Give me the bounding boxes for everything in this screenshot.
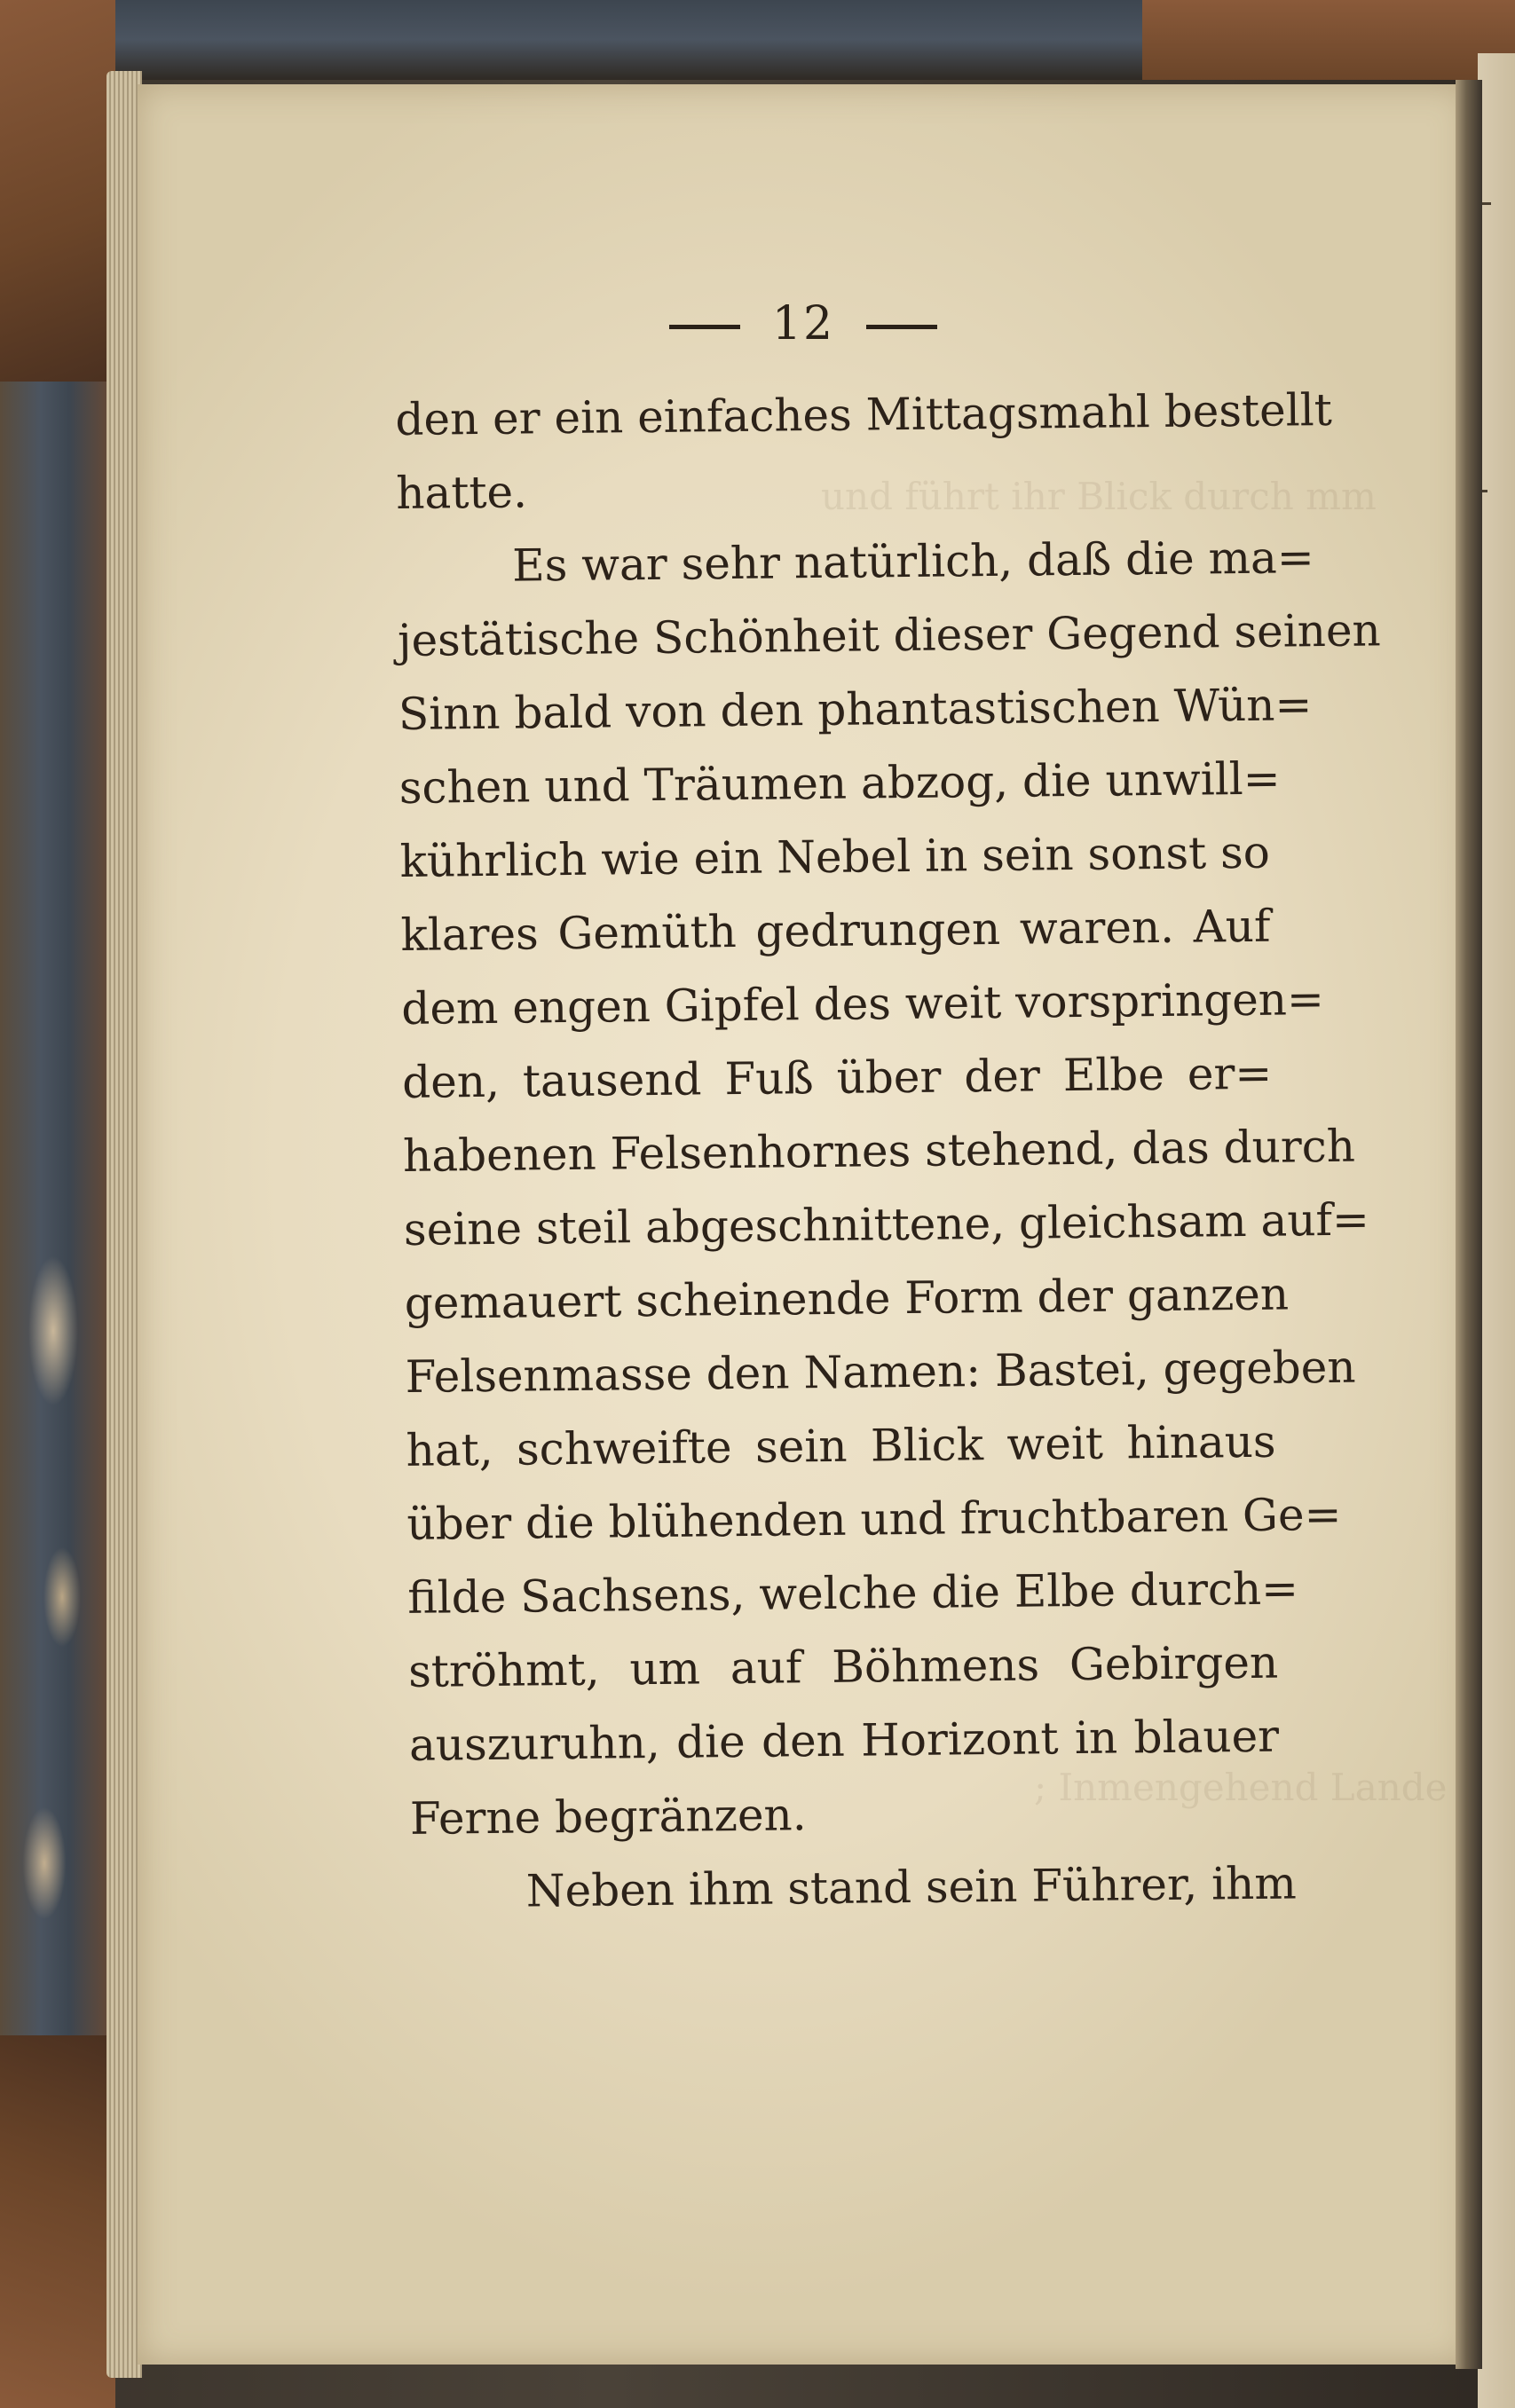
book-gutter (1456, 80, 1482, 2369)
text-line: Ferne begränzen. (409, 1789, 807, 1845)
text-line: den er ein einfaches Mittagsmahl bestellt (395, 383, 1333, 445)
header-dash-left (669, 325, 740, 329)
text-line: gemauert scheinende Form der ganzen (404, 1268, 1290, 1329)
show-through-text: und führt ihr Blick durch mm (821, 475, 1377, 518)
leather-corner-top-left (0, 0, 115, 382)
leather-corner-top-right (1142, 0, 1515, 80)
book-cover-left-edge (0, 0, 115, 2408)
facing-page-sliver (1478, 53, 1515, 2408)
text-line: über die blühenden und fruchtbaren Ge= (406, 1488, 1342, 1550)
text-line: seine steil abgeschnittene, gleichsam auf= (403, 1193, 1370, 1255)
show-through-text: ; Inmengehend Lande (1034, 1766, 1448, 1809)
text-line: ströhmt, um auf Böhmens Gebirgen (407, 1636, 1279, 1697)
page-number: 12 (771, 297, 835, 350)
leather-corner-bottom-left (0, 2035, 115, 2408)
text-line: hatte. (395, 466, 528, 519)
text-line: Sinn bald von den phantastischen Wün= (398, 679, 1313, 740)
page-edges-stack (107, 71, 142, 2378)
text-line: filde Sachsens, welche die Elbe durch= (407, 1562, 1299, 1624)
text-line: klares Gemüth gedrungen waren. Auf (400, 900, 1271, 961)
text-line: auszuruhn, die den Horizont in blauer (408, 1710, 1280, 1771)
text-line: dem engen Gipfel des weit vorspringen= (401, 973, 1325, 1035)
text-line: kührlich wie ein Nebel in sein sonst so (399, 826, 1271, 887)
book-cover-top-edge (0, 0, 1515, 80)
text-line: Neben ihm stand sein Führer, ihm (525, 1857, 1297, 1917)
header-dash-right (866, 325, 937, 329)
text-line: Felsenmasse den Namen: Bastei, gegeben (405, 1341, 1356, 1403)
text-line: den, tausend Fuß über der Elbe er= (401, 1047, 1273, 1108)
text-line: habenen Felsenhornes stehend, das durch (402, 1120, 1356, 1182)
text-line: hat, schweifte sein Blick weit hinaus (406, 1415, 1276, 1476)
text-line: jestätische Schönheit dieser Gegend seinen (397, 604, 1381, 666)
text-line: schen und Träumen abzog, die unwill= (398, 752, 1281, 814)
page-header (138, 297, 1469, 350)
body-text (395, 374, 1381, 1930)
text-line: Es war sehr natürlich, daß die ma= (511, 531, 1315, 592)
